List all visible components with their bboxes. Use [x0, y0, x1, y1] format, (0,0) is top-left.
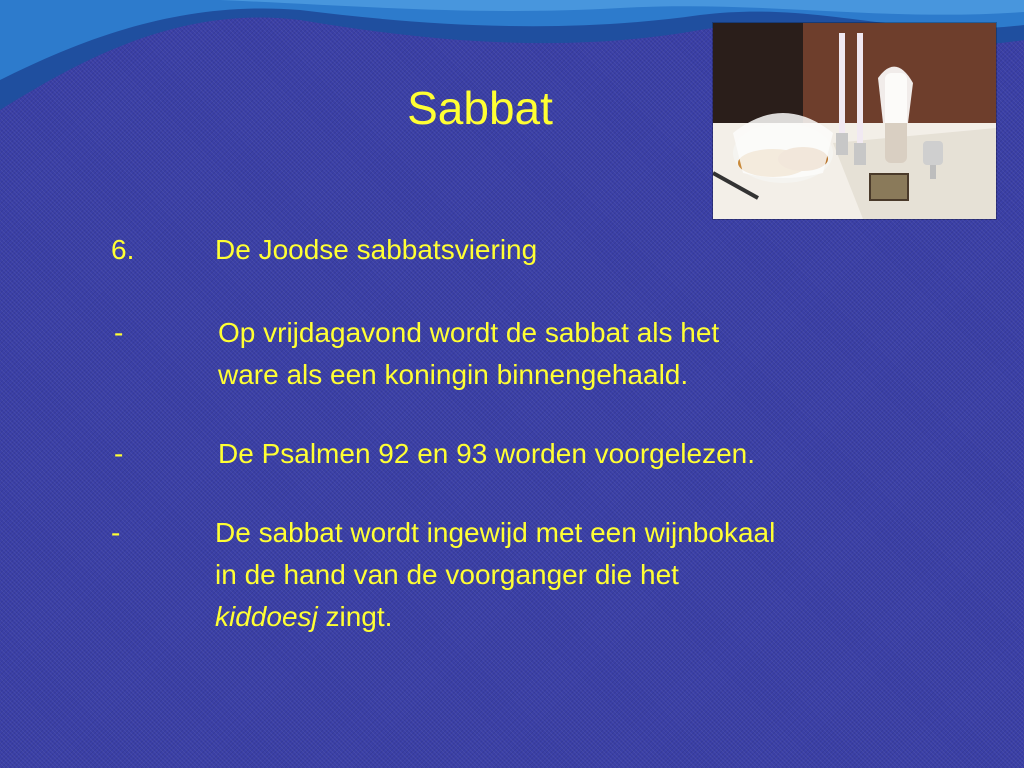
bullet-3-line-1: De sabbat wordt ingewijd met een wijnbokaal	[215, 517, 776, 548]
bullet-1-line-1: Op vrijdagavond wordt de sabbat als het	[218, 317, 720, 348]
bullet-2-line-1: De Psalmen 92 en 93 worden voorgelezen.	[218, 438, 756, 469]
bullet-3-line-2: in de hand van de voorganger die het	[215, 559, 679, 590]
bullet-text-1	[218, 312, 719, 396]
bullet-1-line-2: ware als een koningin binnengehaald.	[218, 359, 689, 390]
section-number: 6.	[111, 234, 135, 265]
bullet-3-line-3-rest: zingt.	[317, 601, 393, 632]
bullet-text-2	[218, 433, 755, 475]
section-heading: De Joodse sabbatsviering	[215, 234, 538, 265]
bullet-3-line-3	[215, 596, 775, 638]
bullet-marker: -	[111, 517, 121, 548]
bullet-marker: -	[114, 438, 124, 469]
sabbath-table-photo	[713, 23, 996, 219]
bullet-marker: -	[114, 317, 124, 348]
slide-title: Sabbat	[407, 82, 553, 134]
bullet-text-3	[215, 512, 775, 638]
kiddoesj-term: kiddoesj	[215, 601, 318, 632]
